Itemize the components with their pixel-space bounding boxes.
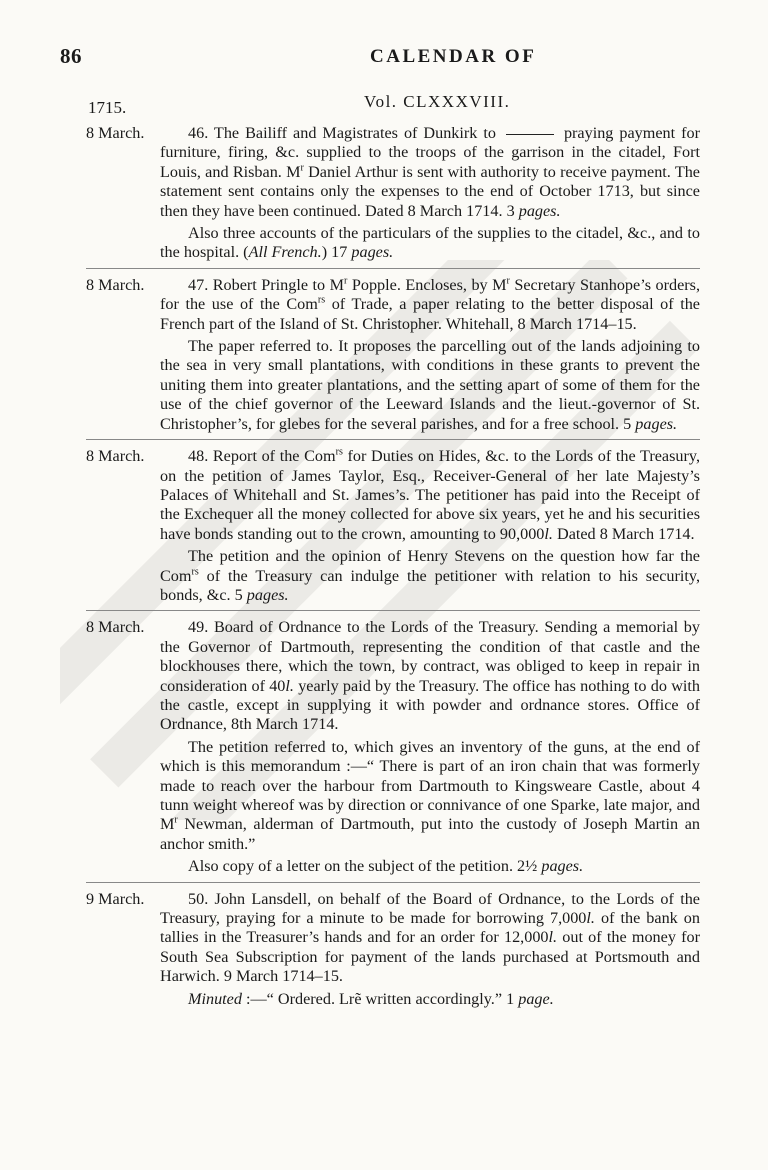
calendar-entry	[0, 124, 768, 263]
calendar-entries	[0, 124, 768, 1013]
year-label: 1715.	[88, 98, 127, 117]
entry-paragraph: The petition and the opinion of Henry Stevens on the question how far the Com$^{rs}$ of the Treasury can indulge the petitioner with relation to his security, bonds, &c. 5 pages.	[160, 547, 700, 604]
page-header	[60, 44, 712, 78]
entry-paragraph: 48. Report of the Com$^{rs}$ for Duties on Hides, &c. to the Lords of the Treasury, on the petition of James Taylor, Esq., Receiver-General of her late Majesty’s Palaces of Whitehall and St. James’s. The petitioner has paid into the Receipt of the Exchequer all the money collected for above six years, yet he and his securities have bonds standing out to the crown, amounting to 90,000l. Dated 8 March 1714.	[160, 446, 700, 543]
entry-date: 9 March.	[86, 889, 145, 908]
entry-paragraph: Minuted :—“ Ordered. Lrẽ written accordingly.” 1 page.	[188, 989, 554, 1008]
entry-body	[160, 447, 700, 605]
entry-divider	[86, 610, 700, 611]
entry-paragraph: 49. Board of Ordnance to the Lords of the Treasury. Sending a memorial by the Governor of Dartmouth, representing the condition of that castle and the blockhouses there, which the town, by contract, was obliged to keep in repair in consideration of 40l. yearly paid by the Treasury. The office has nothing to do with the castle, except in supplying it with powder and ordnance stores. Office of Ordnance, 8th March 1714.	[160, 618, 700, 734]
entry-date: 8 March.	[86, 618, 145, 637]
entry-paragraph: 47. Robert Pringle to $M^r$ Popple. Encloses, by $M^r$ Secretary Stanhope’s orders, for the use of the Com$^{rs}$ of Trade, a paper relating to the better disposal of the French part of the Island of St. Christopher. Whitehall, 8 March 1714–15.	[160, 275, 700, 333]
calendar-entry	[0, 618, 768, 876]
entry-divider	[86, 268, 700, 269]
entry-paragraph: The paper referred to. It proposes the parcelling out of the lands adjoining to the sea in very small plantations, with conditions in these grants to prevent the uniting them into greater plantations, and the setting apart of some of them for the use of the chief governor of the Leeward Islands and the lieut.-governor of St. Christopher’s, for glebes for the several parishes, and for a free school. 5 pages.	[160, 337, 700, 433]
entry-date: 8 March.	[86, 447, 145, 466]
entry-paragraph: Also three accounts of the particulars of the supplies to the citadel, &c., and to the hospital. (All French.) 17 pages.	[160, 224, 700, 262]
entry-paragraph: Also copy of a letter on the subject of the petition. 2½ pages.	[188, 857, 584, 876]
entry-divider	[86, 882, 700, 883]
calendar-entry	[0, 890, 768, 1009]
entry-body	[160, 618, 700, 876]
entry-paragraph: 46. The Bailiff and Magistrates of Dunkirk to praying payment for furniture, firing, &c. supplied to the troops of the garrison in the citadel, Fort Louis, and Risban. $M^r$ Daniel Arthur is sent with authority to receive payment. The statement sent contains only the expenses to the end of October 1713, but since then they have been continued. Dated 8 March 1714. 3 pages.	[160, 124, 700, 220]
entry-paragraph: 50. John Lansdell, on behalf of the Board of Ordnance, to the Lords of the Treasury, praying for a minute to be made for borrowing 7,000l. of the bank on tallies in the Treasurer’s hands and for an order for 12,000l. out of the money for South Sea Subscription for payment of the lands purchased at Portsmouth and Harwich. 9 March 1714–15.	[160, 889, 700, 986]
calendar-entry	[0, 276, 768, 434]
running-title: CALENDAR OF	[370, 46, 537, 67]
entry-paragraph: The petition referred to, which gives an inventory of the guns, at the end of which is this memorandum :—“ There is part of an iron chain that was formerly made to reach over the harbour from Dartmouth to Kingsweare Castle, about 4 tunn weight whereof was by direction or connivance of one Sparke, late major, and $M^r$ Newman, alderman of Dartmouth, put into the custody of Joseph Martin an anchor smith.”	[160, 737, 700, 853]
volume-line	[88, 92, 728, 118]
blank-dash	[506, 134, 554, 135]
page-number: 86	[60, 44, 82, 68]
calendar-entry	[0, 447, 768, 605]
volume-label: Vol. CLXXXVIII.	[364, 92, 511, 111]
entry-date: 8 March.	[86, 275, 145, 294]
entry-body	[160, 124, 700, 263]
entry-date: 8 March.	[86, 124, 145, 142]
entry-body	[160, 890, 700, 1009]
entry-divider	[86, 439, 700, 440]
entry-body	[160, 276, 700, 434]
